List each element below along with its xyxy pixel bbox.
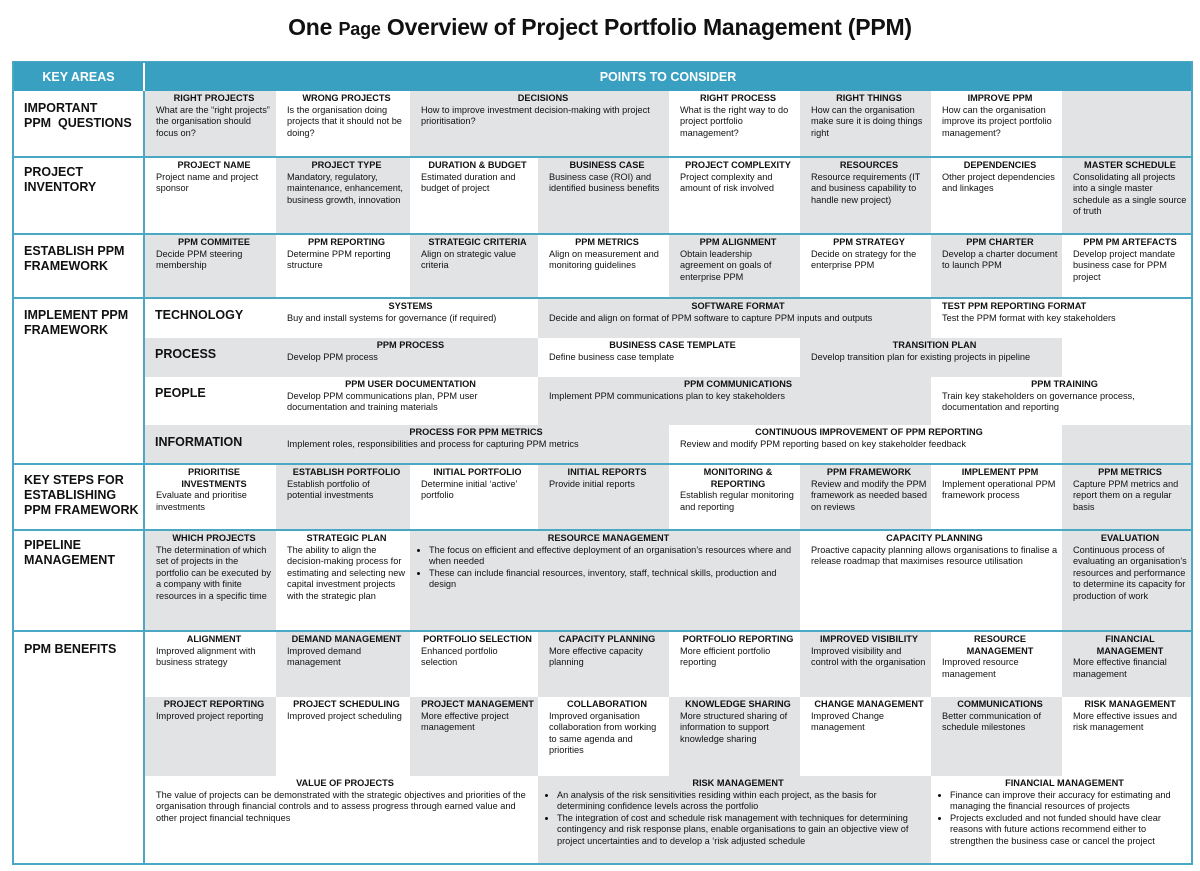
grid-cell: [669, 235, 800, 297]
cell-heading: PROJECT SCHEDULING: [293, 699, 400, 709]
cell-bullet: • These can include financial resources, inventory, staff, technical skills, production and design: [429, 568, 796, 591]
cell-text: Buy and install systems for governance (if required): [287, 312, 497, 323]
cell-text: How can the organisation make sure it is doing things right: [811, 104, 923, 138]
cell-text: Decide on strategy for the enterprise PPM: [811, 248, 917, 271]
row-divider: [14, 529, 1191, 531]
cell-text: Other project dependencies and linkages: [942, 171, 1055, 194]
cell-heading: RISK MANAGEMENT: [692, 778, 784, 788]
cell-bullet: • The focus on efficient and effective deployment of an organisation’s resources where and when needed: [429, 545, 796, 568]
row-label-benefits: PPM BENEFITS: [24, 642, 117, 656]
cell-heading: IMPROVED VISIBILITY: [819, 634, 918, 644]
grid-cell: [669, 158, 800, 233]
cell-heading: TRANSITION PLAN: [892, 340, 977, 350]
grid-cell: [538, 377, 931, 425]
grid-cell: [1062, 531, 1191, 630]
cell-text: Develop project mandate business case for PPM project: [1073, 248, 1176, 282]
cell-text: Better communication of schedule milestones: [942, 710, 1042, 733]
cell-heading: FINANCIAL MANAGEMENT: [1096, 634, 1164, 656]
grid-cell: [410, 697, 538, 776]
title-word-page: Page: [338, 19, 381, 39]
cell-bullet: • Finance can improve their accuracy for estimating and managing the financial resources of projects: [950, 790, 1187, 813]
cell-text: Continuous process of evaluating an organisation’s resources and performance to determine its capacity for production of work: [1073, 544, 1187, 601]
grid-cell: [800, 91, 931, 156]
cell-text: Develop PPM process: [287, 351, 378, 362]
cell-text: Improved alignment with business strategy: [156, 645, 256, 668]
grid-cell: [1062, 465, 1191, 529]
cell-text: The ability to align the decision-making process for estimating and selecting new capital investment projects with the strategic plan: [287, 544, 405, 601]
row-label-implement-framework: IMPLEMENT PPM FRAMEWORK: [24, 308, 129, 337]
grid-cell: [276, 697, 410, 776]
row-divider: [14, 156, 1191, 158]
cell-text: Capture PPM metrics and report them on a regular basis: [1073, 478, 1179, 512]
grid-cell: [800, 338, 1062, 377]
cell-heading: PPM ALIGNMENT: [699, 237, 777, 247]
row-divider: [14, 233, 1191, 235]
cell-text: More effective capacity planning: [549, 645, 643, 668]
cell-text: Consolidating all projects into a single master schedule as a single source of truth: [1073, 171, 1187, 217]
cell-text: Decide PPM steering membership: [156, 248, 243, 271]
grid-cell: [1062, 91, 1191, 156]
cell-heading: PRIORITISE INVESTMENTS: [181, 467, 247, 489]
grid-cell: [276, 299, 538, 338]
grid-cell: [410, 158, 538, 233]
grid-cell: [538, 235, 669, 297]
cell-heading: STRATEGIC PLAN: [306, 533, 387, 543]
cell-heading: PROJECT COMPLEXITY: [685, 160, 791, 170]
grid-cell: [276, 235, 410, 297]
grid-cell: [538, 776, 931, 863]
cell-bullet: • The integration of cost and schedule risk management with techniques for determining contingency and risk response plans, enable organisations to gain an objective view of project uncertainties and to develop a ‘risk adjusted schedule: [557, 813, 927, 848]
cell-heading: COMMUNICATIONS: [957, 699, 1043, 709]
grid-cell: [538, 632, 669, 697]
grid-cell: [538, 465, 669, 529]
grid-cell: [669, 91, 800, 156]
grid-cell: [276, 338, 538, 377]
header-key-areas: KEY AREAS: [14, 62, 143, 91]
cell-text: Develop PPM communications plan, PPM user documentation and training materials: [287, 390, 478, 413]
cell-bullet-list: [549, 790, 927, 848]
grid-cell: [931, 465, 1062, 529]
grid-cell: [145, 531, 276, 630]
cell-heading: PORTFOLIO REPORTING: [682, 634, 794, 644]
cell-heading: PPM METRICS: [1098, 467, 1162, 477]
cell-heading: PPM COMMUNICATIONS: [683, 379, 793, 389]
grid-cell: [1062, 425, 1191, 463]
cell-heading: PPM METRICS: [575, 237, 639, 247]
cell-text: Determine PPM reporting structure: [287, 248, 391, 271]
grid-cell: [931, 299, 1191, 338]
cell-text: More effective financial management: [1073, 657, 1167, 679]
grid-cell: [145, 377, 276, 425]
grid-cell: [931, 235, 1062, 297]
grid-cell: [931, 377, 1191, 425]
cell-bullet: • An analysis of the risk sensitivities residing within each project, as the basis for determining confidence levels across the portfolio: [557, 790, 927, 813]
cell-heading: ALIGNMENT: [186, 634, 242, 644]
cell-heading: IMPLEMENT PPM: [961, 467, 1039, 477]
cell-text: Enhanced portfolio selection: [421, 645, 498, 668]
cell-text: Estimated duration and budget of project: [421, 171, 516, 194]
cell-heading: PPM PM ARTEFACTS: [1083, 237, 1177, 247]
cell-text: Determine initial ‘active’ portfolio: [421, 478, 518, 501]
cell-text: More effective project management: [421, 710, 509, 733]
cell-text: What are the “right projects” the organisation should focus on?: [156, 104, 270, 138]
cell-bullet-list: [421, 545, 796, 591]
cell-heading: BUSINESS CASE: [569, 160, 645, 170]
row-label-key-steps: KEY STEPS FOR ESTABLISHING PPM FRAMEWORK: [24, 473, 139, 517]
sub-label-technology: TECHNOLOGY: [155, 308, 244, 322]
cell-heading: RESOURCES: [839, 160, 899, 170]
cell-text: Improved project reporting: [156, 710, 264, 721]
grid-cell: [276, 632, 410, 697]
grid-cell: [931, 697, 1062, 776]
grid-cell: [800, 632, 931, 697]
cell-heading: BUSINESS CASE TEMPLATE: [609, 340, 736, 350]
grid-cell: [931, 632, 1062, 697]
cell-text: Improved organisation collaboration from working to same agenda and priorities: [549, 710, 657, 756]
cell-text: Test the PPM format with key stakeholders: [942, 312, 1116, 323]
cell-heading: RIGHT THINGS: [836, 93, 902, 103]
grid-cell: [1062, 235, 1191, 297]
cell-heading: SOFTWARE FORMAT: [691, 301, 785, 311]
cell-text: Improved resource management: [942, 657, 1019, 679]
sub-label-process: PROCESS: [155, 347, 217, 361]
cell-text: Develop transition plan for existing projects in pipeline: [811, 351, 1031, 362]
cell-text: Is the organisation doing projects that it should not be doing?: [287, 104, 402, 138]
row-label-establish-framework: ESTABLISH PPM FRAMEWORK: [24, 244, 125, 273]
cell-text: How to improve investment decision-making with project prioritisation?: [421, 104, 650, 127]
cell-text: Establish regular monitoring and reporting: [680, 490, 794, 512]
cell-heading: CHANGE MANAGEMENT: [814, 699, 924, 709]
grid-cell: [931, 91, 1062, 156]
cell-text: How can the organisation improve its project portfolio management?: [942, 104, 1052, 138]
cell-heading: KNOWLEDGE SHARING: [685, 699, 791, 709]
grid-cell: [931, 158, 1062, 233]
grid-cell: [1062, 697, 1191, 776]
cell-text: Implement PPM communications plan to key stakeholders: [549, 390, 785, 401]
grid-cell: [800, 235, 931, 297]
cell-text: More structured sharing of information to support knowledge sharing: [680, 710, 788, 744]
row-divider: [14, 463, 1191, 465]
grid-cell: [538, 338, 800, 377]
cell-text: Review and modify the PPM framework as needed based on reviews: [811, 478, 927, 512]
grid-cell: [1062, 632, 1191, 697]
cell-text: Improved project scheduling: [287, 710, 402, 721]
cell-text: More effective issues and risk management: [1073, 710, 1178, 733]
cell-heading: PROJECT NAME: [177, 160, 251, 170]
cell-heading: RIGHT PROJECTS: [173, 93, 255, 103]
cell-text: Improved Change management: [811, 710, 885, 733]
column-divider: [143, 91, 145, 863]
cell-text: Obtain leadership agreement on goals of enterprise PPM: [680, 248, 772, 282]
cell-text: Project complexity and amount of risk involved: [680, 171, 774, 194]
grid-cell: [276, 158, 410, 233]
cell-heading: PPM PROCESS: [376, 340, 445, 350]
cell-heading: RESOURCE MANAGEMENT: [547, 533, 670, 543]
grid-cell: [145, 91, 276, 156]
cell-text: Align on measurement and monitoring guidelines: [549, 248, 659, 271]
grid-cell: [276, 531, 410, 630]
page-title: [0, 14, 1200, 41]
header-points-to-consider: POINTS TO CONSIDER: [145, 62, 1191, 91]
grid-cell: [410, 465, 538, 529]
grid-cell: [1062, 158, 1191, 233]
grid-cell: [669, 632, 800, 697]
cell-text: The value of projects can be demonstrated with the strategic objectives and priorities of the organisation through financial controls and to assess progress through earned value and other project financial techniques: [156, 789, 526, 823]
cell-heading: WHICH PROJECTS: [172, 533, 256, 543]
grid-cell: [410, 632, 538, 697]
cell-text: Decide and align on format of PPM software to capture PPM inputs and outputs: [549, 312, 873, 323]
title-word-one: One: [288, 14, 333, 40]
row-divider: [14, 297, 1191, 299]
cell-heading: DURATION & BUDGET: [428, 160, 527, 170]
grid-cell: [931, 776, 1191, 863]
cell-heading: ESTABLISH PORTFOLIO: [292, 467, 401, 477]
cell-heading: DEPENDENCIES: [963, 160, 1037, 170]
cell-heading: FINANCIAL MANAGEMENT: [1005, 778, 1124, 788]
cell-text: Define business case template: [549, 351, 675, 362]
grid-cell: [800, 158, 931, 233]
cell-heading: RIGHT PROCESS: [699, 93, 777, 103]
grid-cell: [145, 465, 276, 529]
cell-text: Implement roles, responsibilities and process for capturing PPM metrics: [287, 438, 579, 449]
grid-cell: [145, 776, 538, 863]
grid-cell: [669, 465, 800, 529]
cell-heading: PORTFOLIO SELECTION: [423, 634, 532, 644]
cell-text: Improved demand management: [287, 645, 362, 668]
cell-heading: VALUE OF PROJECTS: [296, 778, 394, 788]
grid-cell: [410, 235, 538, 297]
cell-text: Project name and project sponsor: [156, 171, 259, 194]
row-label-important-questions: IMPORTANT PPM QUESTIONS: [24, 101, 132, 130]
cell-text: Review and modify PPM reporting based on key stakeholder feedback: [680, 438, 966, 449]
cell-heading: PPM CHARTER: [966, 237, 1034, 247]
cell-heading: IMPROVE PPM: [967, 93, 1033, 103]
cell-heading: MONITORING & REPORTING: [703, 467, 773, 489]
cell-heading: MASTER SCHEDULE: [1084, 160, 1176, 170]
cell-heading: PROJECT TYPE: [311, 160, 382, 170]
cell-heading: SYSTEMS: [388, 301, 433, 311]
cell-heading: DECISIONS: [517, 93, 569, 103]
cell-heading: INITIAL REPORTS: [567, 467, 647, 477]
cell-text: Resource requirements (IT and business capability to handle new project): [811, 171, 921, 205]
cell-heading: PPM STRATEGY: [833, 237, 905, 247]
cell-heading: RISK MANAGEMENT: [1084, 699, 1176, 709]
cell-text: Train key stakeholders on governance process, documentation and reporting: [942, 390, 1135, 413]
grid-cell: [145, 697, 276, 776]
cell-heading: DEMAND MANAGEMENT: [291, 634, 402, 644]
cell-heading: PPM TRAINING: [1031, 379, 1098, 389]
grid-cell: [410, 531, 800, 630]
row-label-project-inventory: PROJECT INVENTORY: [24, 165, 97, 194]
grid-cell: [538, 697, 669, 776]
cell-heading: PPM COMMITEE: [178, 237, 250, 247]
cell-text: Improved visibility and control with the organisation: [811, 645, 926, 668]
grid-cell: [145, 235, 276, 297]
sub-label-people: PEOPLE: [155, 386, 206, 400]
grid-cell: [800, 697, 931, 776]
grid-cell: [538, 158, 669, 233]
grid-cell: [800, 465, 931, 529]
cell-bullet-list: [942, 790, 1187, 848]
grid-cell: [800, 531, 1062, 630]
grid-cell: [14, 632, 143, 863]
row-label-pipeline: PIPELINE MANAGEMENT: [24, 538, 115, 567]
title-rest: Overview of Project Portfolio Management (PPM): [386, 14, 912, 40]
grid-cell: [276, 377, 538, 425]
grid-cell: [669, 697, 800, 776]
cell-text: Business case (ROI) and identified business benefits: [549, 171, 660, 194]
cell-heading: PPM REPORTING: [307, 237, 386, 247]
cell-text: Proactive capacity planning allows organisations to finalise a release roadmap that maximises resource utilisation: [811, 544, 1058, 567]
cell-heading: CAPACITY PLANNING: [886, 533, 983, 543]
cell-heading: PROJECT REPORTING: [163, 699, 265, 709]
grid-cell: [276, 425, 669, 463]
grid-cell: [410, 91, 669, 156]
cell-text: Align on strategic value criteria: [421, 248, 516, 271]
grid-cell: [145, 632, 276, 697]
cell-text: The determination of which set of projects in the portfolio can be executed by a company with finite resources in a specific time: [156, 544, 271, 601]
grid-cell: [1062, 338, 1191, 377]
cell-heading: INITIAL PORTFOLIO: [433, 467, 522, 477]
grid-cell: [669, 425, 1062, 463]
cell-heading: PPM FRAMEWORK: [826, 467, 912, 477]
cell-heading: PPM USER DOCUMENTATION: [345, 379, 476, 389]
cell-heading: STRATEGIC CRITERIA: [428, 237, 527, 247]
cell-heading: WRONG PROJECTS: [302, 93, 391, 103]
cell-heading: PROCESS FOR PPM METRICS: [409, 427, 543, 437]
cell-heading: CAPACITY PLANNING: [558, 634, 656, 644]
cell-text: More efficient portfolio reporting: [680, 645, 771, 668]
cell-heading: COLLABORATION: [567, 699, 647, 709]
cell-text: Provide initial reports: [549, 478, 635, 489]
grid-cell: [538, 299, 931, 338]
cell-text: Implement operational PPM framework process: [942, 478, 1056, 501]
cell-heading: RESOURCE MANAGEMENT: [966, 634, 1034, 656]
cell-heading: EVALUATION: [1100, 533, 1160, 543]
grid-cell: [145, 158, 276, 233]
cell-bullet: • Projects excluded and not funded should have clear reasons with future actions recommend either to strengthen the business case or cancel the project: [950, 813, 1187, 848]
grid-cell: [276, 465, 410, 529]
grid-cell: [276, 91, 410, 156]
cell-heading: CONTINUOUS IMPROVEMENT OF PPM REPORTING: [755, 427, 983, 437]
cell-heading: TEST PPM REPORTING FORMAT: [942, 301, 1087, 311]
cell-text: Develop a charter document to launch PPM: [942, 248, 1058, 271]
cell-text: Mandatory, regulatory, maintenance, enhancement, business growth, innovation: [287, 171, 403, 205]
cell-heading: PROJECT MANAGEMENT: [421, 699, 534, 709]
cell-text: Evaluate and prioritise investments: [156, 490, 247, 512]
row-divider: [14, 630, 1191, 632]
cell-text: What is the right way to do project portfolio management?: [680, 104, 789, 138]
sub-label-information: INFORMATION: [155, 435, 243, 449]
cell-text: Establish portfolio of potential investments: [287, 478, 374, 501]
